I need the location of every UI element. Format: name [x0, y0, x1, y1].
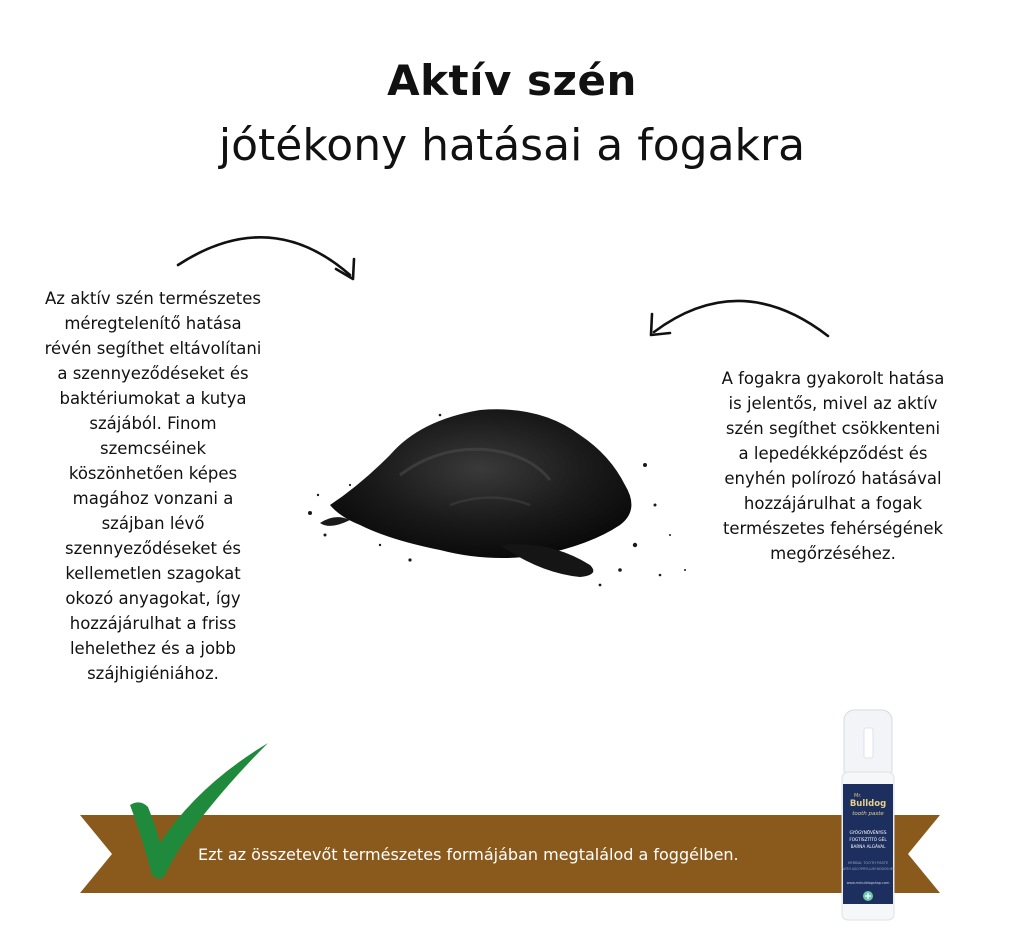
product-desc-line-2: FOGTISZTÍTÓ GÉL: [849, 837, 887, 842]
charcoal-powder-image: [290, 395, 690, 595]
product-desc-line-1: GYÓGYNÖVÉNYES: [849, 830, 887, 835]
right-paragraph: A fogakra gyakorolt hatása is jelentős, mivel az aktív szén segíthet csökkenteni a lepedékképződést és enyhén polírozó hatásával hozzájárulhat a fogak természetes fehérségének megőrzéséhez.: [721, 369, 945, 563]
banner-text: Ezt az összetevőt természetes formájában megtalálod a foggélben.: [198, 845, 739, 864]
product-brand: Bulldog: [849, 799, 887, 809]
product-desc-line-3: BARNA ALGÁVAL: [850, 844, 886, 849]
product-subbrand: tooth paste: [852, 811, 884, 817]
title-line-2: jótékony hatásai a fogakra: [218, 120, 806, 171]
curved-arrow-left-icon: [170, 225, 370, 295]
left-paragraph: Az aktív szén természetes méregtelenítő hatása révén segíthet eltávolítani a szennyeződéseket és baktériumokat a kutya szájából. Finom szemcséinek köszönhetően képes magához vonzani a szájban lévő szennyeződéseket és kellemetlen szagokat okozó anyagokat, így hozzájárulhat a friss lehelethez és a jobb szájhigiéniához.: [44, 289, 262, 683]
title-line-1: Aktív szén: [387, 56, 637, 105]
product-desc-faint-1: HERBAL TOOTH PASTE: [847, 861, 889, 865]
toothpaste-product-image: [836, 706, 900, 924]
product-desc-faint-2: WITH ASCOPHYLLUM NODOSUM: [842, 867, 894, 871]
curved-arrow-right-icon: [640, 288, 840, 348]
product-brand-small: Mr.: [854, 793, 862, 799]
product-url: www.mrbulldogshop.com: [846, 881, 890, 885]
